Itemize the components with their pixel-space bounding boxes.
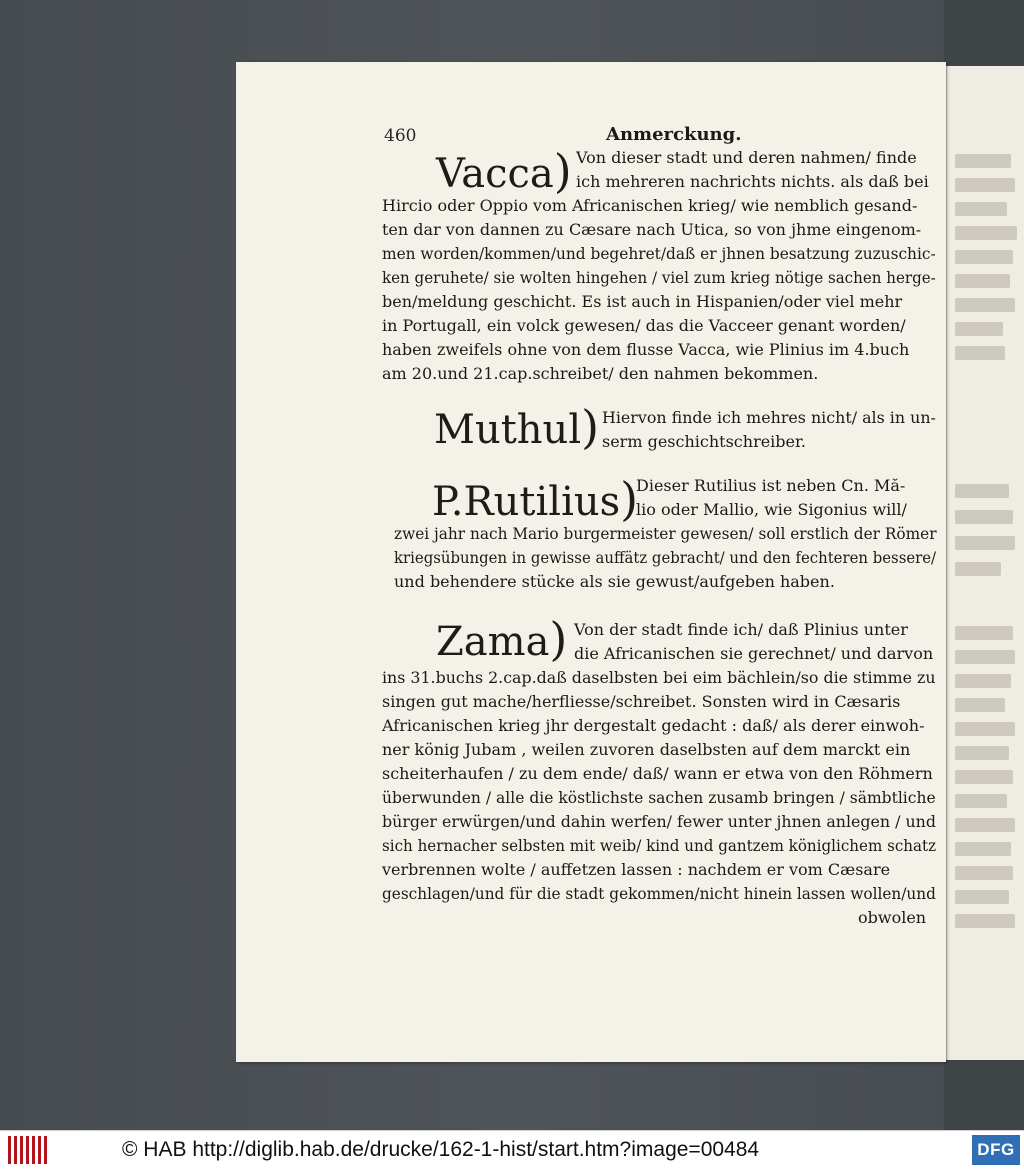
entry-line: Africanischen krieg jhr dergestalt gedacht : daß/ als derer einwoh- [382, 716, 925, 735]
entry-line: am 20.und 21.cap.schreibet/ den nahmen bekommen. [382, 364, 819, 383]
entry-line: ins 31.buchs 2.cap.daß daselbsten bei eim bächlein/so die stimme zu [382, 668, 936, 687]
entry-line: die Africanischen sie gerechnet/ und darvon [574, 644, 934, 663]
entry-line: verbrennen wolte / auffetzen lassen : nachdem er vom Cæsare [382, 860, 891, 879]
dfg-logo[interactable]: DFG [972, 1135, 1020, 1165]
entry-line: zwei jahr nach Mario burgermeister gewesen/ soll erstlich der Römer [394, 524, 937, 543]
entry-line: ich mehreren nachrichts nichts. als daß bei [576, 172, 929, 191]
lemma-zama: Zama) [436, 612, 568, 666]
entry-line: men worden/kommen/und begehret/daß er jhnen besatzung zuzuschic- [382, 244, 936, 263]
entry-line: haben zweifels ohne von dem flusse Vacca, wie Plinius im 4.buch [382, 340, 910, 359]
entry-line: Hiervon finde ich mehres nicht/ als in un- [602, 408, 936, 427]
running-head: Anmerckung. [606, 124, 742, 145]
entry-line: Dieser Rutilius ist neben Cn. Mă- [636, 476, 906, 495]
hab-logo-icon [6, 1134, 48, 1166]
adjacent-page-edge [946, 66, 1024, 1060]
entry-line: überwunden / alle die köstlichste sachen zusamb bringen / sämbtliche [382, 788, 936, 807]
lemma-muthul: Muthul) [434, 400, 600, 454]
entry-line: kriegsübungen in gewisse auffätz gebracht/ und den fechteren bessere/ [394, 548, 937, 567]
entry-line: lio oder Mallio, wie Sigonius will/ [636, 500, 907, 519]
entry-line: sich hernacher selbsten mit weib/ kind und gantzem königlichem schatz [382, 836, 937, 855]
entry-line: in Portugall, ein volck gewesen/ das die Vacceer genant worden/ [382, 316, 906, 335]
entry-line: serm geschichtschreiber. [602, 432, 806, 451]
book-page [236, 62, 946, 1062]
entry-line: Hircio oder Oppio vom Africanischen krieg/ wie nemblich gesand- [382, 196, 918, 215]
entry-line: Von der stadt finde ich/ daß Plinius unter [574, 620, 908, 639]
entry-line: scheiterhaufen / zu dem ende/ daß/ wann er etwa von den Röhmern [382, 764, 933, 783]
page-number: 460 [384, 126, 417, 146]
citation-link[interactable]: © HAB http://diglib.hab.de/drucke/162-1-hist/start.htm?image=00484 [122, 1138, 760, 1161]
viewer-footer [0, 1130, 1024, 1169]
entry-line: bürger erwürgen/und dahin werfen/ fewer unter jhnen anlegen / und [382, 812, 936, 831]
entry-line: ken geruhete/ sie wolten hingehen / viel zum krieg nötige sachen herge- [382, 268, 936, 287]
entry-line: singen gut mache/herfliesse/schreibet. Sonsten wird in Cæsaris [382, 692, 901, 711]
entry-line: ben/meldung geschicht. Es ist auch in Hispanien/oder viel mehr [382, 292, 903, 311]
entry-line: ten dar von dannen zu Cæsare nach Utica, so von jhme eingenom- [382, 220, 922, 239]
entry-line: geschlagen/und für die stadt gekommen/nicht hinein lassen wollen/und [382, 884, 936, 903]
entry-line: Von dieser stadt und deren nahmen/ finde [576, 148, 917, 167]
lemma-p-rutilius: P.Rutilius) [432, 472, 639, 526]
lemma-vacca: Vacca) [436, 144, 572, 198]
catchword: obwolen [858, 908, 927, 927]
entry-line: und behendere stücke als sie gewust/aufgeben haben. [394, 572, 835, 591]
entry-line: ner könig Jubam , weilen zuvoren daselbsten auf dem marckt ein [382, 740, 911, 759]
